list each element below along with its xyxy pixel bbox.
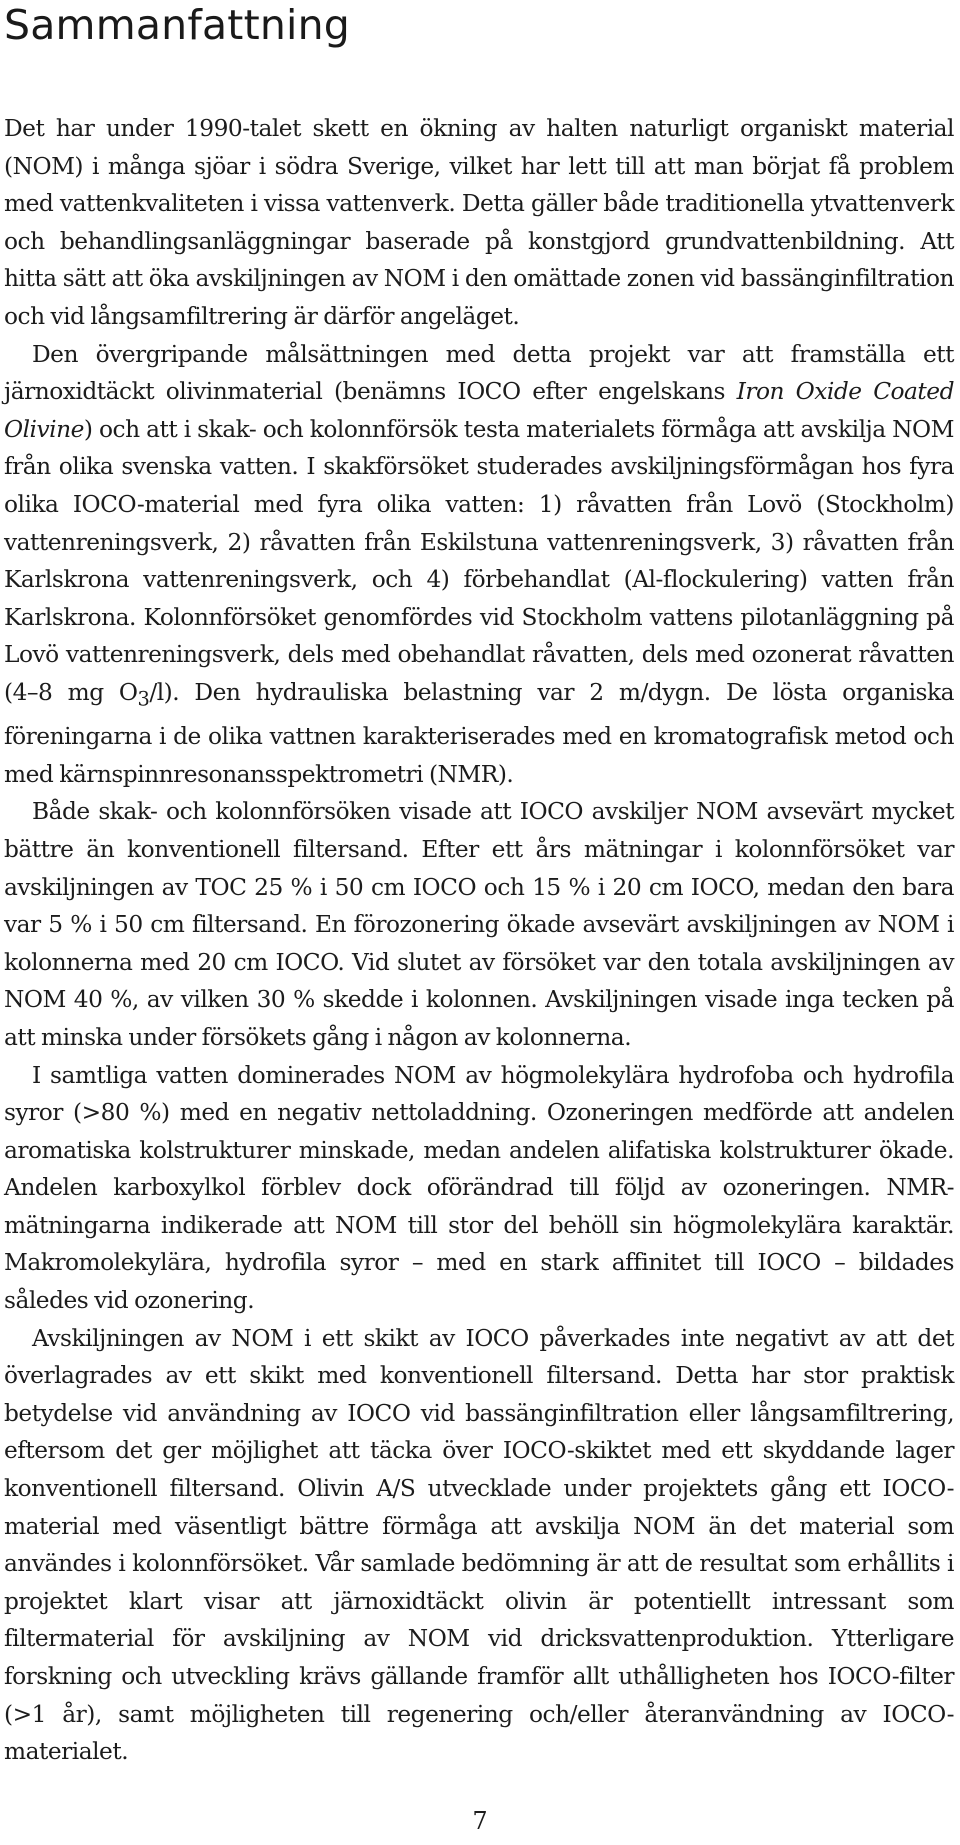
paragraph-characterization: I samtliga vatten dominerades NOM av högmolekylära hydrofoba och hydrofila syror (>80 %) med en negativ nettoladdning. Ozoneringen medförde att andelen aromatiska kolstrukturer minskade, medan andelen alifatiska kolstrukturer ökade. Andelen karboxylkol förblev dock oförändrad till följd av ozoneringen. NMR-mätningarna indikerade att NOM till stor del behöll sin högmolekylära karaktär. Makromolekylära, hydrofila syror – med en stark affinitet till IOCO – bildades således vid ozonering.: [4, 1061, 954, 1315]
paragraph-objective-text-start: Den övergripande målsättningen med detta projekt var att framställa ett järnoxidtäckt olivinmaterial (benämns IOCO efter engelskans: [4, 340, 954, 406]
page-title: Sammanfattning: [4, 1, 351, 49]
summary-body: [4, 110, 954, 1771]
paragraph-objective-italic-term: Iron Oxide Coated Olivine: [4, 378, 954, 443]
paragraph-conclusions: Avskiljningen av NOM i ett skikt av IOCO påverkades inte negativt av att det överlagrades av ett skikt med konventionell filtersand. Detta har stor praktisk betydelse vid användning av IOCO vid bassänginfiltration eller långsamfiltrering, eftersom det ger möjlighet att täcka över IOCO-skiktet med ett skyddande lager konventionell filtersand. Olivin A/S utvecklade under projektets gång ett IOCO-material med väsentligt bättre förmåga att avskilja NOM än det material som användes i kolonnförsöket. Vår samlade bedömning är att de resultat som erhållits i projektet klart visar att järnoxidtäckt olivin är potentiellt intressant som filtermaterial för avskiljning av NOM vid dricksvattenproduktion. Ytterligare forskning och utveckling krävs gällande framför allt uthålligheten hos IOCO-filter (>1 år), samt möjligheten till regenering och/eller återanvändning av IOCO-materialet.: [4, 1324, 954, 1766]
paragraph-results: Både skak- och kolonnförsöken visade att IOCO avskiljer NOM avsevärt mycket bättre än konventionell filtersand. Efter ett års mätningar i kolonnförsöket var avskiljningen av TOC 25 % i 50 cm IOCO och 15 % i 20 cm IOCO, medan den bara var 5 % i 50 cm filtersand. En förozonering ökade avsevärt avskiljningen av NOM i kolonnerna med 20 cm IOCO. Vid slutet av försöket var den totala avskiljningen av NOM 40 %, av vilken 30 % skedde i kolonnen. Avskiljningen visade inga tecken på att minska under försökets gång i någon av kolonnerna.: [4, 798, 954, 1051]
paragraph-objective: [4, 336, 954, 794]
ozone-subscript: 3: [137, 687, 150, 711]
paragraph-background: Det har under 1990-talet skett en ökning av halten naturligt organiskt material (NOM) i många sjöar i södra Sverige, vilket har lett till att man börjat få problem med vattenkvaliteten i vissa vattenverk. Detta gäller både traditionella ytvattenverk och behandlingsanläggningar baserade på konstgjord grundvattenbildning. Att hitta sätt att öka avskiljningen av NOM i den omättade zonen vid bassänginfiltration och vid långsamfiltrering är därför angeläget.: [4, 115, 954, 330]
page-number: 7: [472, 1807, 488, 1835]
paragraph-objective-text-middle: ) och att i skak- och kolonnförsök testa materialets förmåga att avskilja NOM från olika svenska vatten. I skakförsöket studerades avskiljningsförmågan hos fyra olika IOCO-material med fyra olika vatten: 1) råvatten från Lovö (Stockholm) vattenreningsverk, 2) råvatten från Eskilstuna vattenreningsverk, 3) råvatten från Karlskrona vattenreningsverk, och 4) förbehandlat (Al-flockulering) vatten från Karlskrona. Kolonnförsöket genomfördes vid Stockholm vattens pilotanläggning på Lovö vattenreningsverk, dels med obehandlat råvatten, dels med ozonerat råvatten (4–8 mg O: [4, 415, 954, 706]
paragraph-objective-text-end: /l). Den hydrauliska belastning var 2 m/dygn. De lösta organiska föreningarna i de olika vattnen karakteriserades med en kromatografisk metod och med kärnspinnresonansspektrometri (NMR).: [4, 678, 954, 788]
